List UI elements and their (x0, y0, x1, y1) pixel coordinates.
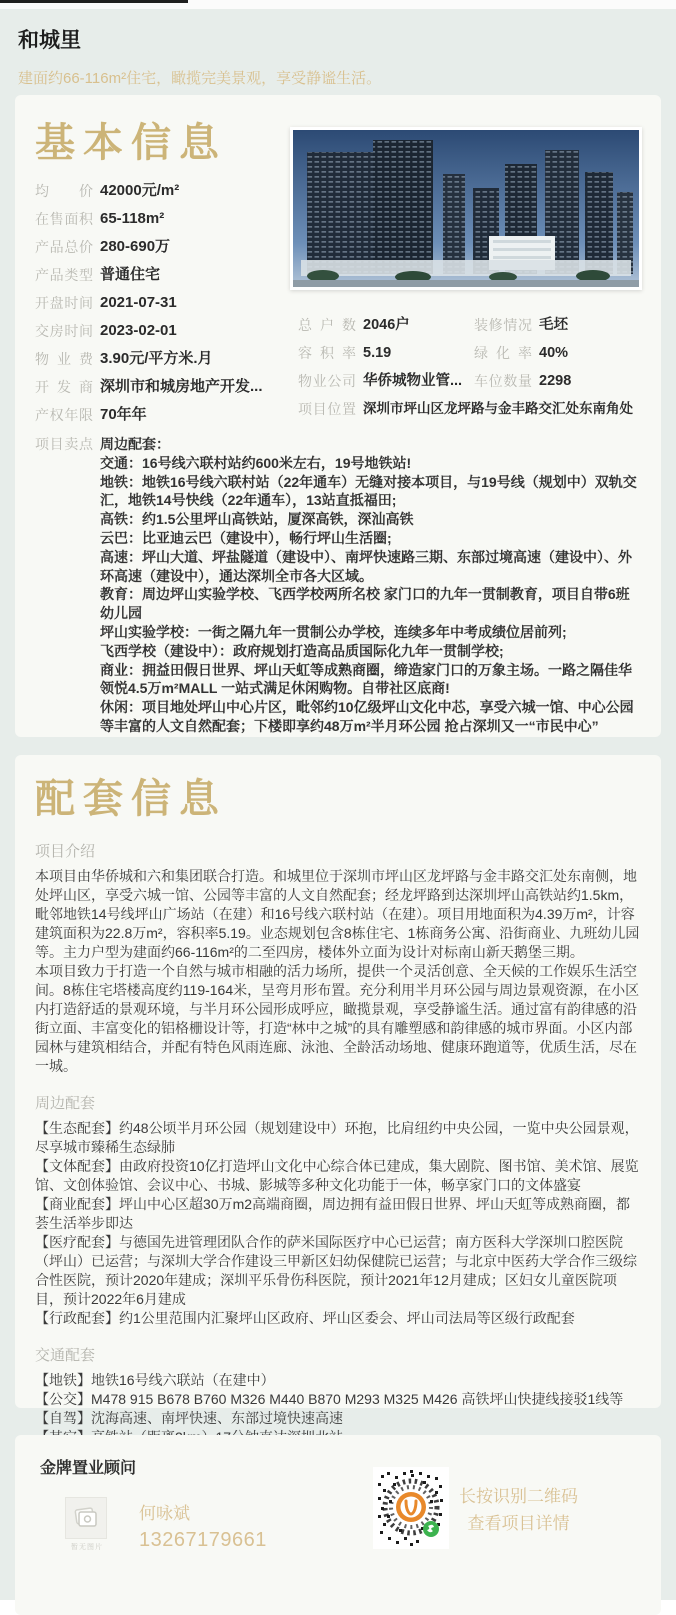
selling-points-label: 项目卖点 (35, 436, 93, 452)
selling-point-line: 坪山实验学校：一街之隔九年一贯制公办学校，连续多年中考成绩位居前列; (100, 623, 567, 640)
intro-paragraphs (35, 867, 641, 1076)
page-header (18, 24, 381, 88)
intro-paragraph: 本项目由华侨城和六和集团联合打造。和城里位于深圳市坪山区龙坪路与金丰路交汇处东南侧，地处坪山区，享受六城一馆、公园等丰富的人文自然配套；经龙坪路到达深圳坪山高铁站约1.5km，毗邻地铁14号线坪山广场站（在建）和16号线六联村站（在建）。项目用地面积为4.39万m²，计容建筑面积为22.8万m²，容积率5.19。业态规划包含8栋住宅、1栋商务公寓、沿街商业、九班幼儿园等。主力户型为建面约66-116m²的二至四房，楼体外立面为设计对标南山新天鹅堡三期。 (35, 868, 640, 960)
agent-photo-placeholder (65, 1497, 109, 1552)
selling-point-line: 交通：16号线六联村站约600米左右，19号地铁站! (100, 454, 412, 471)
building-rendering-image (290, 127, 642, 290)
field-label: 物业公司 (298, 373, 356, 389)
selling-point-line: 地铁：地铁16号线六联村站（22年通车）无缝对接本项目，与19号线（规划中）双轨交汇，地铁14号快线（22年通车），13站直抵福田; (100, 473, 637, 509)
field-label: 容积率 (298, 345, 356, 361)
selling-point-line: 云巴：比亚迪云巴（建设中），畅行坪山生活圈; (100, 529, 392, 546)
basic-right-fields (298, 315, 654, 419)
nearby-line: 【商业配套】坪山中心区超30万m2高端商圈，周边拥有益田假日世界、坪山天虹等成熟商圈，都荟生活举步即达 (35, 1196, 631, 1231)
nearby-line: 【行政配套】约1公里范围内汇聚坪山区政府、坪山区委会、坪山司法局等区级行政配套 (35, 1310, 575, 1326)
field-row (35, 237, 287, 257)
field-value: 70年年 (100, 406, 147, 423)
field-label: 产品总价 (35, 239, 93, 255)
field-label: 项目位置 (298, 401, 356, 417)
selling-point-line: 高铁：约1.5公里坪山高铁站，厦深高铁，深汕高铁 (100, 511, 414, 528)
advisor-card (15, 1435, 661, 1615)
qr-code[interactable] (373, 1467, 449, 1549)
no-photo-icon (65, 1497, 107, 1539)
field-row (35, 321, 287, 341)
field-value: 280-690万 (100, 238, 171, 255)
nearby-subheading: 周边配套 (35, 1095, 96, 1112)
traffic-line: 【公交】M478 915 B678 B760 M326 M440 B870 M293 M325 M426 高铁坪山快捷线接驳1线等 (35, 1391, 624, 1407)
selling-point-line: 周边配套： (100, 436, 170, 452)
field-label: 交房时间 (35, 323, 93, 339)
field-label: 开盘时间 (35, 295, 93, 311)
field-value: 40% (539, 345, 569, 361)
nearby-lines (35, 1119, 641, 1328)
field-label: 产权年限 (35, 407, 93, 423)
field-value: 2298 (539, 373, 572, 389)
nearby-line: 【文体配套】由政府投资10亿打造坪山文化中心综合体已建成，集大剧院、图书馆、美术馆、展览馆、文创体验馆、会议中心、书城、影城等多种文化功能于一体，畅享家门口的文体盛宴 (35, 1158, 639, 1193)
page-subtitle: 建面约66-116m²住宅，瞰揽完美景观，享受静谧生活。 (18, 70, 382, 87)
top-edge-line (0, 0, 188, 3)
field-row (35, 377, 287, 397)
field-value: 2046户 (363, 317, 410, 333)
selling-point-line: 商业：拥益田假日世界、坪山天虹等成熟商圈，缔造家门口的万象主场。一路之隔佳华领悦4.5万m²MALL 一站式满足休闲购物。自带社区底商! (100, 661, 632, 697)
field-row (298, 343, 654, 363)
field-value: 华侨城物业管... (363, 373, 463, 389)
traffic-subheading: 交通配套 (35, 1347, 96, 1364)
field-value: 2023-02-01 (100, 322, 177, 339)
field-label: 产品类型 (35, 267, 93, 283)
field-value: 毛坯 (539, 317, 568, 333)
field-value: 2021-07-31 (100, 294, 177, 311)
amenities-heading: 配套信息 (35, 777, 227, 821)
building-rendering-art (293, 130, 639, 287)
field-row (35, 265, 287, 285)
basic-info-heading: 基本信息 (35, 121, 227, 165)
selling-points (35, 435, 643, 736)
intro-subheading: 项目介绍 (35, 843, 96, 860)
field-label: 总户数 (298, 317, 356, 333)
field-label: 绿化率 (474, 345, 532, 361)
project-location-row (298, 399, 654, 419)
field-row (35, 181, 287, 201)
field-value: 5.19 (363, 345, 392, 361)
selling-point-line: 飞西学校（建设中）：政府规划打造高品质国际化九年一贯制学校; (100, 642, 504, 659)
field-label: 车位数量 (474, 373, 532, 389)
field-value: 深圳市坪山区龙坪路与金丰路交汇处东南角处 (363, 401, 633, 416)
traffic-line: 【地铁】地铁16号线六联站（在建中） (35, 1372, 275, 1388)
selling-points-text (100, 435, 643, 736)
field-label: 在售面积 (35, 211, 93, 227)
field-row (35, 293, 287, 313)
field-row (298, 315, 654, 335)
amenities-card (15, 755, 661, 1426)
field-row (298, 371, 654, 391)
agent-phone[interactable]: 13267179661 (139, 1529, 267, 1551)
field-label: 物业费 (35, 351, 93, 367)
selling-point-line: 高速：坪山大道、坪盐隧道（建设中）、南坪快速路三期、东部过境高速（建设中）、外环高速（建设中），通达深圳全市各大区域。 (100, 548, 632, 584)
advisor-heading: 金牌置业顾问 (40, 1460, 137, 1477)
selling-point-line: 教育：周边坪山实验学校、飞西学校两所名校 家门口的九年一贯制教育，项目自带6班幼儿园 (100, 586, 630, 622)
field-value: 42000元/m² (100, 182, 180, 199)
qr-hint-line2: 查看项目详情 (467, 1514, 570, 1533)
agent-name: 何咏斌 (139, 1504, 190, 1523)
nearby-line: 【医疗配套】与德国先进管理团队合作的萨米国际医疗中心已运营；南方医科大学深圳口腔医院（坪山）已运营；与深圳大学合作建设三甲新区妇幼保健院已运营；与北京中医药大学合作三级综合性医院，预计2020年建成；深圳平乐骨伤科医院，预计2021年12月建成；区妇女儿童医院项目，预计2022年6月建成 (35, 1234, 637, 1307)
field-row (35, 209, 287, 229)
field-value: 65-118m² (100, 210, 165, 227)
field-value: 3.90元/平方米.月 (100, 350, 213, 367)
no-photo-label: 暂无图片 (71, 1544, 103, 1551)
nearby-line: 【生态配套】约48公顷半月环公园（规划建设中）环抱，比肩纽约中央公园，一览中央公园景观，尽享城市臻稀生态绿肺 (35, 1120, 639, 1155)
agent-info (139, 1497, 267, 1552)
qr-hint (459, 1483, 578, 1537)
field-value: 普通住宅 (100, 266, 161, 283)
basic-left-fields (35, 181, 287, 433)
agent-block (65, 1497, 267, 1552)
field-row (35, 349, 287, 369)
field-label: 装修情况 (474, 317, 532, 333)
selling-point-line: 休闲：项目地处坪山中心片区，毗邻约10亿级坪山文化中芯，享受六城一馆、中心公园等丰富的人文自然配套；下楼即享约48万m²半月环公园 抢占深圳又一“市民中心” (100, 699, 634, 734)
intro-paragraph: 本项目致力于打造一个自然与城市相融的活力场所，提供一个灵活创意、全天候的工作娱乐生活空间。8栋住宅塔楼高度约119-164米，呈弯月形布置。充分利用半月环公园与周边景观资源，在小区内打造舒适的景观环境，与半月环公园形成呼应，瞰揽景观，享受静谧生活。通过富有韵律感的沿街立面、丰富变化的铝格栅设计等，打造“林中之城”的具有雕塑感和韵律感的城市界面。小区内部园林与建筑相结合，并配有特色风雨连廊、泳池、全龄活动场地、健康环跑道等，优质生活，尽在一城。 (35, 963, 640, 1074)
traffic-line: 【自驾】沈海高速、南坪快速、东部过境快速高速 (35, 1410, 343, 1426)
field-row (35, 405, 287, 425)
field-value: 深圳市和城房地产开发... (100, 378, 263, 395)
page-title: 和城里 (18, 29, 81, 52)
field-label: 开发商 (35, 379, 93, 395)
basic-info-card (15, 95, 661, 737)
field-label: 均价 (35, 183, 93, 199)
qr-hint-line1: 长按识别二维码 (459, 1487, 578, 1506)
